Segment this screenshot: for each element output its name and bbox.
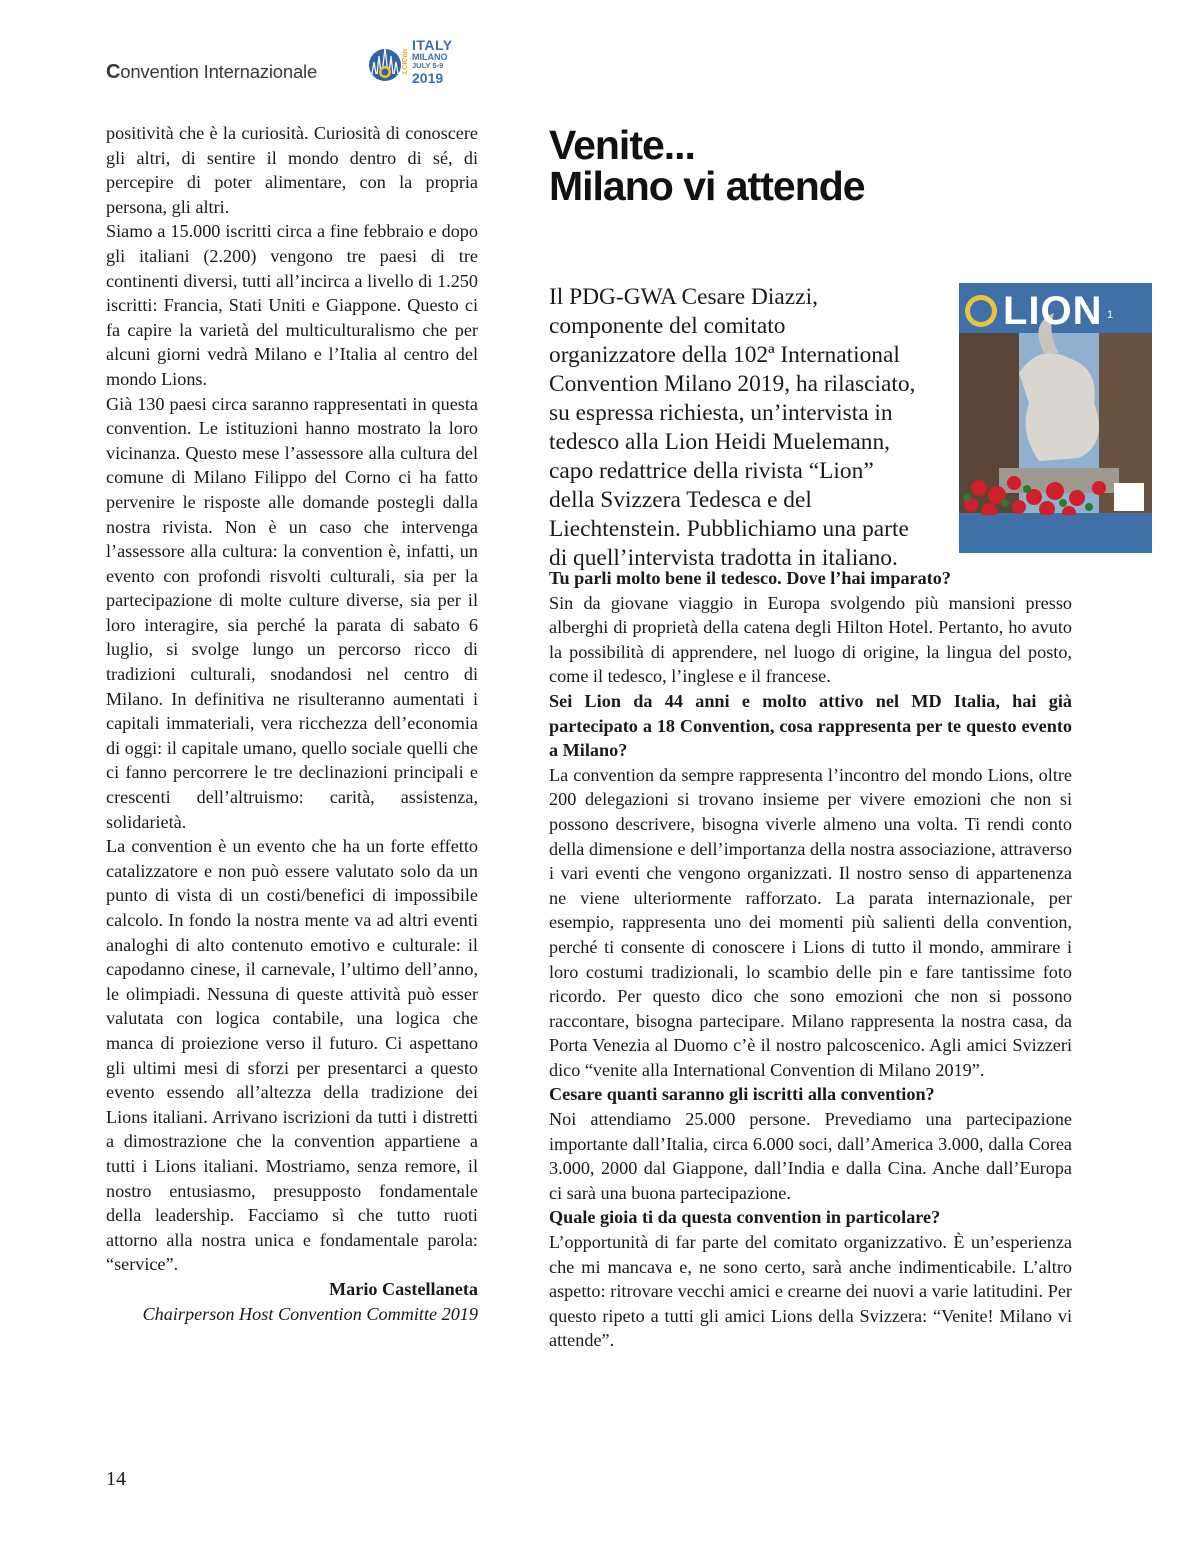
interview-answer: Noi attendiamo 25.000 persone. Prevediamo una partecipazione importante dall’Italia, circa 6.000 soci, dall’America 3.000, dalla Corea 3.000, 2000 dal Giappone, dall’India e dalla Cina. Anche dall’Europa ci sarà una buona partecipazione. <box>549 1109 1072 1203</box>
body-paragraph: La convention è un evento che ha un forte effetto catalizzatore e non può essere valutato solo da un punto di vista di un costi/benefici di impossibile calcolo. In fondo la nostra mente va ad altri eventi analoghi di alto contenuto emotivo e culturale: il capodanno cinese, il carnevale, l’ultimo dell’anno, le olimpiadi. Nessuna di queste attività può esser valutata con logica contabile, una logica che manca di proiezione verso il futuro. Ci aspettano gli ultimi mesi di sforzi per presentarci a questo evento essendo all’altezza della tradizione dei Lions italiani. Arrivano iscrizioni da tutti i distretti a dimostrazione che la convention appartiene a tutti i Lions italiani. Mostriamo, senza remore, il nostro entusiasmo, presupposto fondamentale della leadership. Facciamo sì che tutto ruoti attorno alla nostra unica e fondamentale parola: “service”. <box>106 836 478 1275</box>
signature-name: Mario Castellaneta <box>329 1278 478 1299</box>
logo-text: ITALY MILANO JULY 5-9 2019 <box>412 37 453 86</box>
cover-issue-number: 1 <box>1107 309 1114 321</box>
body-paragraph: Già 130 paesi circa saranno rappresentati in questa convention. Le istituzioni hanno mostrato la loro vicinanza. Questo mese l’assessore alla cultura del comune di Milano Filippo del Corno ci ha fatto pervenire le risposte alle domande postegli dalla nostra rivista. Non è un caso che intervenga l’assessore alla cultura: la convention è, infatti, un evento con profondi risvolti culturali, sia per la partecipazione di molte culture diverse, sia per il loro interagire, sia perché la parata di sabato 6 luglio, si svolge lungo un percorso ricco di tradizioni culturali, snodandosi nel centro di Milano. In definitiva ne risulteranno aumentati i capitali immateriali, vera ricchezza dell’economia di oggi: il capitale umano, quello sociale quelli che ci fanno percorrere le tre declinazioni principali e crescenti dell’altruismo: carità, assistenza, solidarietà. <box>106 393 478 832</box>
interview-question: Quale gioia ti da questa convention in particolare? <box>549 1207 941 1228</box>
cover-title: LION <box>1003 289 1103 333</box>
interview-question: Sei Lion da 44 anni e molto attivo nel MD Italia, hai già partecipato a 18 Convention, cosa rappresenta per te questo evento a Milano? <box>549 690 1072 761</box>
interview-answer: L’opportunità di far parte del comitato organizzativo. È un’esperienza che mi mancava e, ne sono certo, sarà anche indimenticabile. L’altro aspetto: ritrovare vecchi amici e crearne dei nuovi a varie latitudini. Per questo ripeto a tutti gli amici Lions della Svizzera: “Venite! Milano vi attende”. <box>549 1232 1072 1351</box>
page-number: 14 <box>106 1468 126 1490</box>
lion-magazine-cover <box>959 283 1152 553</box>
left-column <box>106 121 478 1326</box>
milano-skyline-logo-icon <box>368 40 402 86</box>
interview-answer: La convention da sempre rappresenta l’incontro del mondo Lions, oltre 200 delegazioni si trovano insieme per vivere emozioni che non si possono descrivere, bisogna viverle almeno una volta. Ti rendi conto della dimensione e dell’importanza della nostra associazione, attraverso i vari eventi che vengono organizzati. Il nostro senso di appartenenza ne viene ulteriormente rafforzato. La parata internazionale, per esempio, rappresenta uno dei momenti più salienti della convention, perché ti consente di conoscere i Lions di tutto il mondo, ammirare i loro costumi tradizionali, lo scambio delle pin e fare tantissime foto ricordo. Per questo dico che sono emozioni che non si possono raccontare, bisogna partecipare. Milano rappresenta la nostra casa, da Porta Venezia al Duomo c’è il nostro palcoscenico. Agli amici Svizzeri dico “venite alla International Convention di Milano 2019”. <box>549 764 1072 1080</box>
interview-question: Cesare quanti saranno gli iscritti alla convention? <box>549 1084 935 1105</box>
interview-column <box>549 566 1072 1353</box>
convention-logo <box>368 38 480 86</box>
body-paragraph: positività che è la curiosità. Curiosità di conoscere gli altri, di sentire il mondo dentro di sé, di percepire di poter alimentare, con la propria persona, gli altri. <box>106 123 478 217</box>
signature-role: Chairperson Host Convention Committe 2019 <box>142 1303 478 1324</box>
article-intro: Il PDG-GWA Cesare Diazzi, componente del comitato organizzatore della 102ª International Convention Milano 2019, ha rilasciato, su espressa richiesta, un’intervista in tedesco alla Lion Heidi Muelemann, capo redattrice della rivista “Lion” della Svizzera Tedesca e del Liechtenstein. Pubblichiamo una parte di quell’intervista tradotta in italiano. <box>549 284 916 571</box>
interview-answer: Sin da giovane viaggio in Europa svolgendo più mansioni presso alberghi di proprietà della catena degli Hilton Hotel. Pertanto, ho avuto la possibilità di apprendere, nel luogo di origine, la lingua del posto, come il tedesco, l’inglese e il francese. <box>549 592 1072 687</box>
body-paragraph: Siamo a 15.000 iscritti circa a fine febbraio e dopo gli italiani (2.200) vengono tre paesi di tre continenti diversi, tutti all’incirca a livello di 1.250 iscritti: Francia, Stati Uniti e Giappone. Questo ci fa capire la varietà del multiculturalismo che per alcuni giorni vedrà Milano e l’Italia al centro del mondo Lions. <box>106 221 478 389</box>
section-name: Convention Internazionale <box>106 60 318 83</box>
article-title: Venite... Milano vi attende <box>549 122 865 209</box>
logo-vertical-text: LCICon <box>402 49 409 75</box>
running-header <box>106 52 317 92</box>
interview-question: Tu parli molto bene il tedesco. Dove l’hai imparato? <box>549 568 951 588</box>
